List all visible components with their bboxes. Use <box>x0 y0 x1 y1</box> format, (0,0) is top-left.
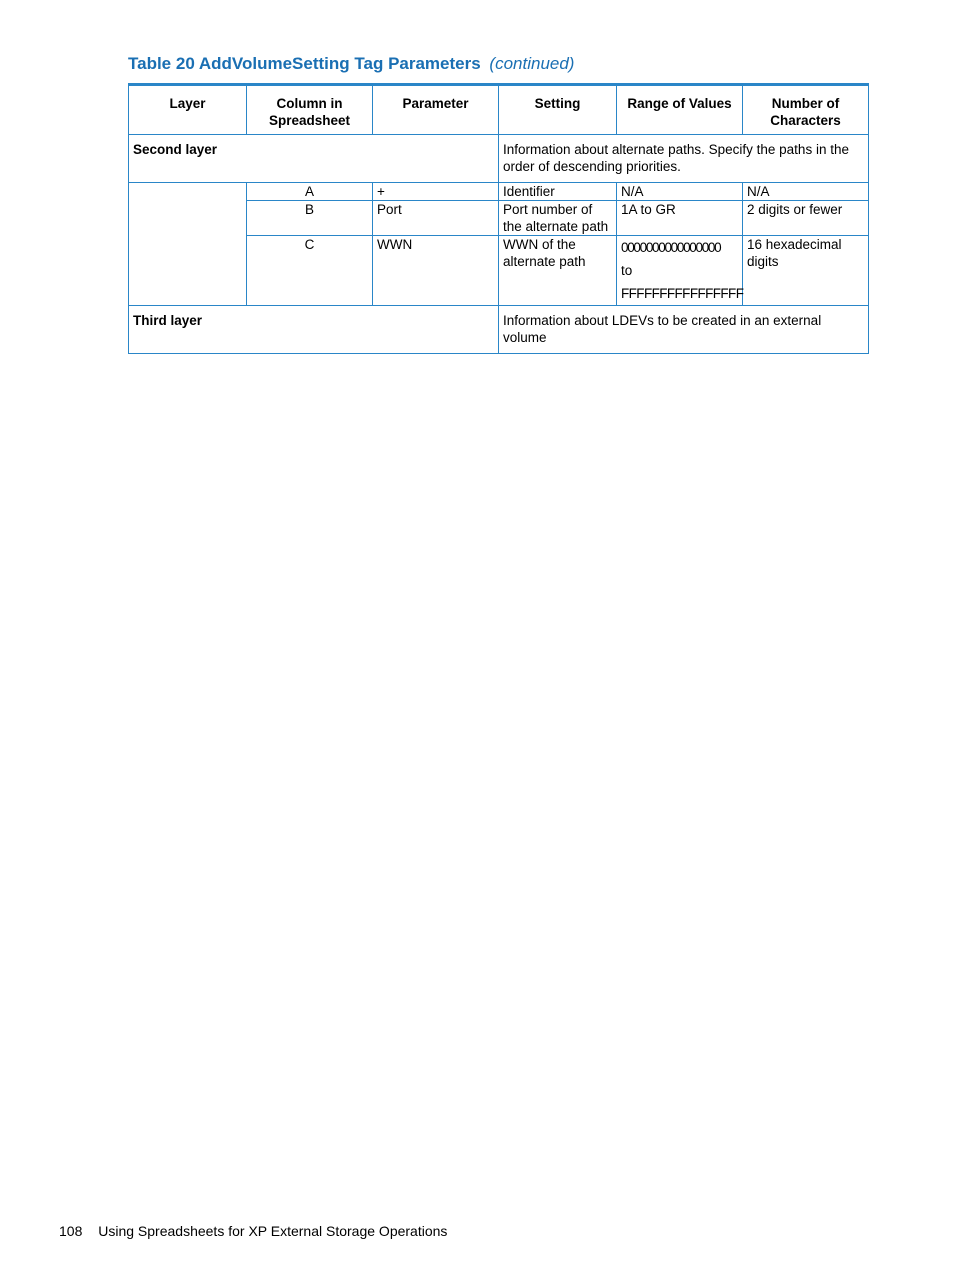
table-caption-continued: (continued) <box>489 54 575 73</box>
cell-chars: N/A <box>743 183 869 201</box>
table-caption-title: Table 20 AddVolumeSetting Tag Parameters <box>128 54 481 73</box>
cell-range <box>617 236 743 306</box>
cell-column: C <box>247 236 373 306</box>
cell-range: N/A <box>617 183 743 201</box>
cell-column: A <box>247 183 373 201</box>
second-layer-row <box>129 135 869 183</box>
cell-column: B <box>247 201 373 236</box>
range-to: to <box>621 263 633 278</box>
table-caption <box>128 54 574 74</box>
parameters-table <box>128 83 869 354</box>
header-layer: Layer <box>129 85 247 135</box>
footer-title: Using Spreadsheets for XP External Storage Operations <box>98 1223 448 1239</box>
empty-layer-cell <box>129 183 247 306</box>
header-number-of-characters: Number of Characters <box>743 85 869 135</box>
third-layer-row <box>129 306 869 354</box>
header-range-of-values: Range of Values <box>617 85 743 135</box>
second-layer-description: Information about alternate paths. Specify the paths in the order of descending priorities. <box>499 135 869 183</box>
cell-setting: Port number of the alternate path <box>499 201 617 236</box>
header-setting: Setting <box>499 85 617 135</box>
cell-chars: 2 digits or fewer <box>743 201 869 236</box>
cell-parameter: Port <box>373 201 499 236</box>
third-layer-description: Information about LDEVs to be created in an external volume <box>499 306 869 354</box>
header-parameter: Parameter <box>373 85 499 135</box>
second-layer-label: Second layer <box>129 135 499 183</box>
cell-setting: WWN of the alternate path <box>499 236 617 306</box>
table-row <box>129 183 869 201</box>
cell-range: 1A to GR <box>617 201 743 236</box>
page-number: 108 <box>59 1223 83 1239</box>
header-column-in-spreadsheet: Column in Spreadsheet <box>247 85 373 135</box>
cell-parameter: WWN <box>373 236 499 306</box>
cell-setting: Identifier <box>499 183 617 201</box>
table-header-row <box>129 85 869 135</box>
third-layer-label: Third layer <box>129 306 499 354</box>
cell-parameter: + <box>373 183 499 201</box>
cell-chars: 16 hexadecimal digits <box>743 236 869 306</box>
range-start: 0000000000000000 <box>621 240 721 255</box>
range-end: FFFFFFFFFFFFFFFF <box>621 286 744 301</box>
page-footer <box>59 1223 447 1239</box>
